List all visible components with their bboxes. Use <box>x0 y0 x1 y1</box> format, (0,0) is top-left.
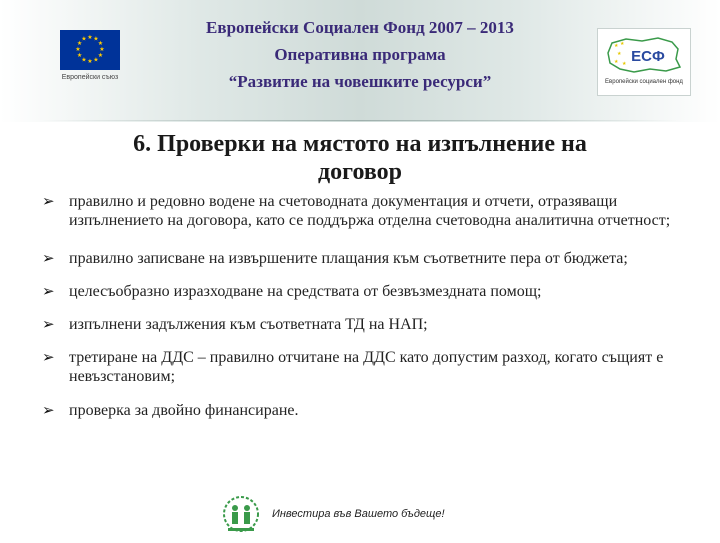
list-item <box>42 401 682 420</box>
eu-flag-icon <box>60 30 120 70</box>
bullet-text: изпълнени задължения към съответната ТД на НАП; <box>69 316 428 333</box>
esf-caption: Европейски социален фонд <box>605 79 683 85</box>
svg-text:★: ★ <box>97 52 104 59</box>
svg-text:★: ★ <box>81 56 87 64</box>
svg-text:★: ★ <box>99 46 105 53</box>
header-title-line3: “Развитие на човешките ресурси” <box>228 72 492 91</box>
header-title-line2: Оперативна програма <box>274 45 446 64</box>
list-item <box>42 282 682 301</box>
svg-text:★: ★ <box>76 52 83 59</box>
svg-text:★: ★ <box>97 40 104 47</box>
svg-text:★: ★ <box>76 40 83 47</box>
svg-text:★: ★ <box>622 61 627 67</box>
arrow-bullet-icon: ➢ <box>42 192 55 210</box>
eu-flag-logo <box>52 30 128 98</box>
list-item <box>42 192 682 230</box>
esf-logo <box>597 28 691 96</box>
slide-title <box>60 130 660 186</box>
svg-text:★: ★ <box>81 35 87 43</box>
svg-text:★: ★ <box>614 59 619 65</box>
arrow-bullet-icon: ➢ <box>42 348 55 366</box>
svg-text:★: ★ <box>87 58 93 65</box>
bullet-text: проверка за двойно финансиране. <box>69 402 299 419</box>
bullet-text: целесъобразно изразходване на средствата от безвъзмездната помощ; <box>69 283 542 300</box>
svg-text:★: ★ <box>87 34 93 41</box>
svg-text:★: ★ <box>614 43 619 49</box>
arrow-bullet-icon: ➢ <box>42 315 55 333</box>
bullet-text: правилно записване на извършените плащания към съответните пера от бюджета; <box>69 250 628 267</box>
esf-bulgaria-map-icon <box>602 33 686 77</box>
list-item <box>42 315 682 334</box>
list-item <box>42 348 682 386</box>
svg-text:★: ★ <box>620 41 625 47</box>
eu-caption: Европейски съюз <box>61 74 119 81</box>
people-logo-icon <box>220 494 262 538</box>
list-item <box>42 249 682 268</box>
footer-slogan: Инвестира във Вашето бъдеще! <box>272 508 445 520</box>
slide-title-line2: договор <box>318 159 402 185</box>
svg-text:★: ★ <box>93 56 99 64</box>
bullet-list <box>42 192 682 420</box>
slide-title-line1: 6. Проверки на мястото на изпълнение на <box>133 131 587 157</box>
arrow-bullet-icon: ➢ <box>42 249 55 267</box>
svg-text:★: ★ <box>617 51 622 57</box>
header-title <box>150 14 570 95</box>
svg-text:★: ★ <box>93 35 99 43</box>
arrow-bullet-icon: ➢ <box>42 282 55 300</box>
header-title-line1: Европейски Социален Фонд 2007 – 2013 <box>206 18 514 37</box>
esf-logo-text: ЕСФ <box>631 48 665 65</box>
arrow-bullet-icon: ➢ <box>42 401 55 419</box>
bullet-text: правилно и редовно водене на счетоводната документация и отчети, отразяващи изпълнението на договора, като се поддържа отделна счетоводна аналитична отчетност; <box>69 193 671 229</box>
header-divider <box>40 120 680 121</box>
svg-text:★: ★ <box>75 46 81 53</box>
bullet-text: третиране на ДДС – правилно отчитане на ДДС като допустим разход, когато същият е невъзстановим; <box>69 349 664 385</box>
footer-logo <box>220 494 262 538</box>
